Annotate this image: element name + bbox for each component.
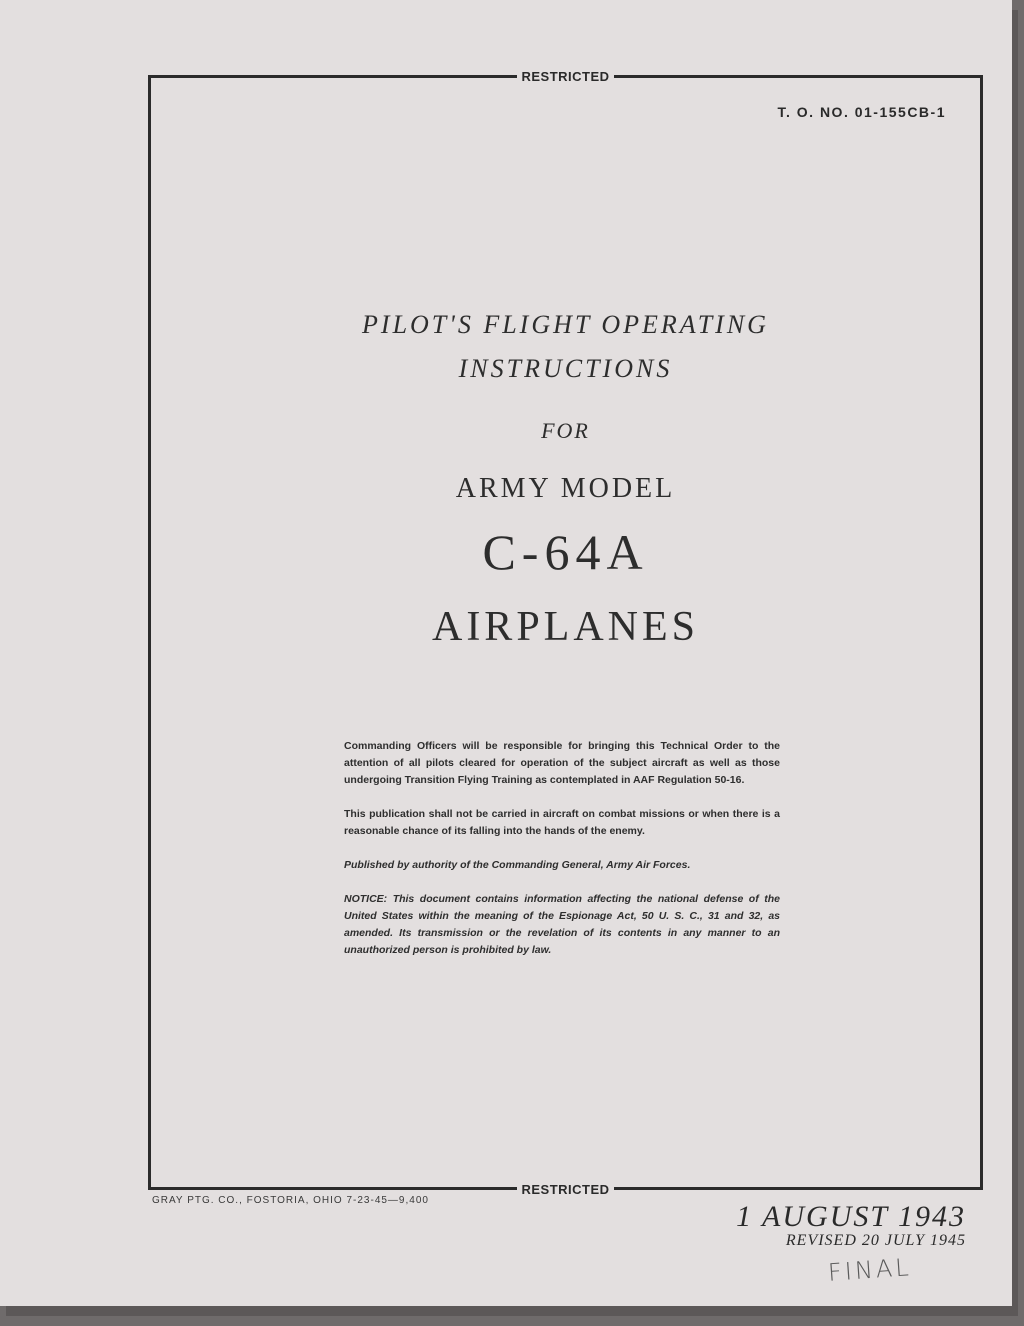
title-line-1: PILOT'S FLIGHT OPERATING: [362, 310, 769, 339]
revised-date: REVISED 20 JULY 1945: [785, 1232, 966, 1249]
page-border: [148, 69, 983, 1197]
restricted-header: [151, 69, 980, 84]
restricted-footer-label: RESTRICTED: [517, 1182, 613, 1197]
title-for: FOR: [541, 418, 590, 443]
handwritten-final: FINAL: [827, 1253, 913, 1287]
notice-commanding-officers: Commanding Officers will be responsible for bringing this Technical Order to the attention of all pilots cleared for operation of the subject aircraft as well as those undergoing Transition Flying Training as contemplated in AAF Regulation 50-16.: [344, 740, 780, 786]
notices-block: [344, 738, 780, 976]
restricted-header-label: RESTRICTED: [517, 69, 613, 84]
title-army-model: ARMY MODEL: [455, 473, 676, 504]
title-model-number: C-64A: [482, 524, 649, 580]
notice-espionage: NOTICE: This document contains information affecting the national defense of the United States within the meaning of the Espionage Act, 50 U. S. C., 31 and 32, as amended. Its transmission or the revelation of its contents in any manner to an unauthorized person is prohibited by law.: [344, 893, 780, 956]
notice-published-authority: Published by authority of the Commanding General, Army Air Forces.: [344, 859, 691, 871]
printer-imprint: GRAY PTG. CO., FOSTORIA, OHIO 7-23-45—9,400: [152, 1195, 429, 1206]
publication-date: 1 AUGUST 1943: [736, 1200, 966, 1233]
title-line-2: INSTRUCTIONS: [458, 354, 673, 383]
technical-order-number: T. O. NO. 01-155CB-1: [777, 104, 946, 120]
notice-combat-missions: This publication shall not be carried in aircraft on combat missions or when there is a reasonable chance of its falling into the hands of the enemy.: [344, 808, 780, 837]
title-airplanes: AIRPLANES: [431, 604, 700, 650]
